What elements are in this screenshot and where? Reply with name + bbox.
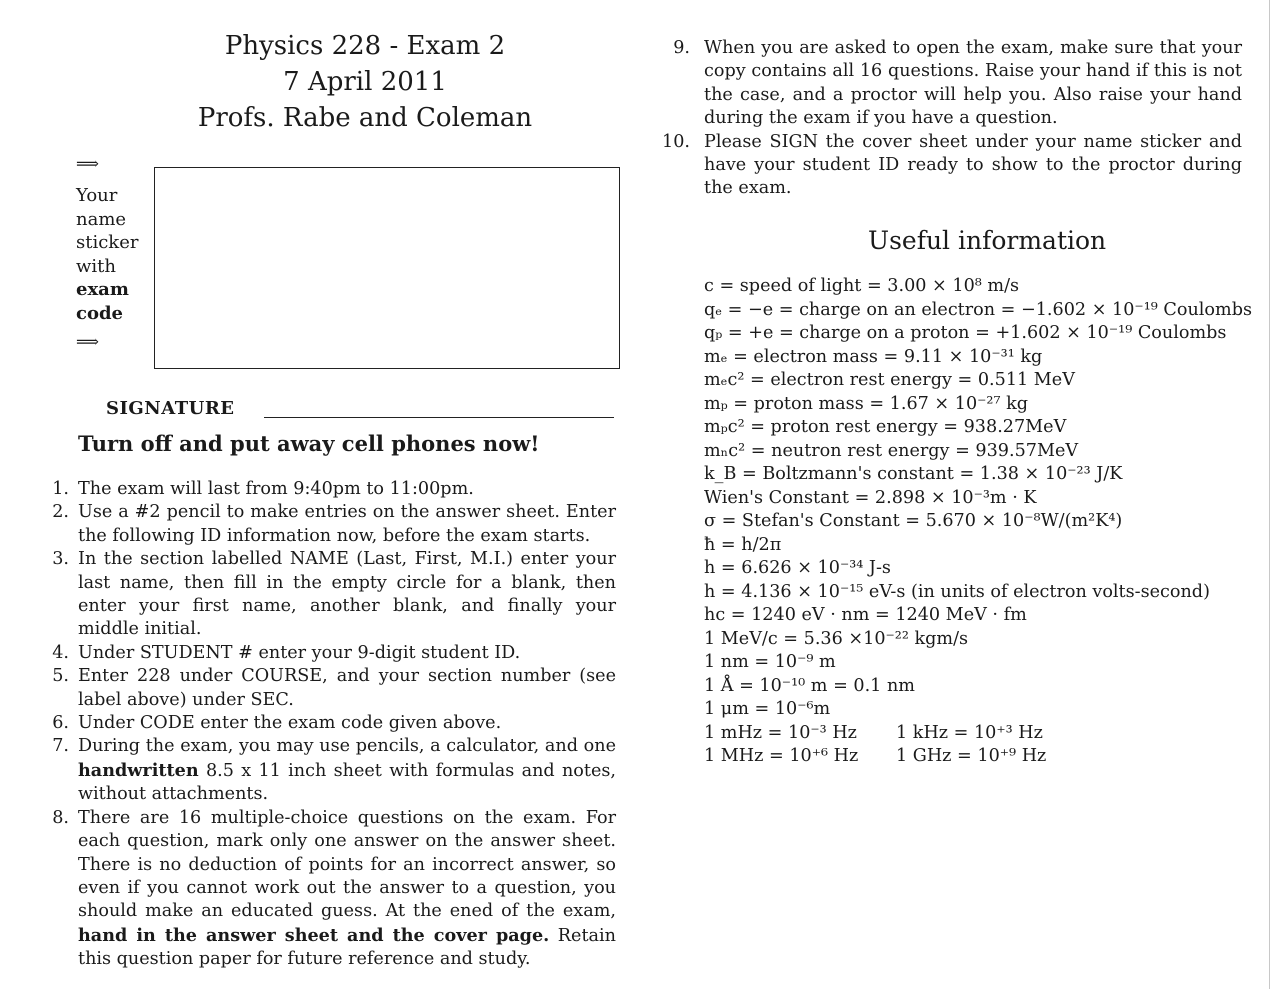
list-item <box>36 478 616 501</box>
list-item <box>36 735 616 806</box>
item-number: 5. <box>52 666 69 687</box>
item-text-bold: handwritten <box>78 759 199 781</box>
item-text: In the section labelled NAME (Last, First, M.I.) enter your last name, then fill in the empty circle for a blank, then enter your first name, another blank, and finally your middle initial. <box>78 549 616 640</box>
instructions-list <box>36 478 616 972</box>
item-text-part: There are 16 multiple-choice questions on the exam. For each question, mark only one answer on the answer sheet. There is no deduction of points for an incorrect answer, so even if you cannot work out the answer to a question, you should make an educated guess. At the ened of the exam, <box>78 807 616 922</box>
item-number: 8. <box>52 807 69 828</box>
unit-conversion: 1 mHz = 10⁻³ Hz <box>704 722 857 743</box>
item-number: 4. <box>52 642 69 663</box>
constant-line: k_B = Boltzmann's constant = 1.38 × 10⁻²³ J/K <box>704 464 1123 484</box>
list-item <box>36 665 616 712</box>
constant-line: hc = 1240 eV · nm = 1240 MeV · fm <box>704 605 1027 625</box>
exam-date: 7 April 2011 <box>283 67 447 97</box>
item-number: 6. <box>52 713 69 734</box>
constants-list <box>704 275 1264 769</box>
arrow-right-icon: ⟹ <box>76 332 97 351</box>
unit-conversion: 1 GHz = 10⁺⁹ Hz <box>896 746 1047 766</box>
list-item <box>36 807 616 972</box>
item-text: Under STUDENT # enter your 9-digit student ID. <box>78 642 521 663</box>
list-item <box>36 712 616 735</box>
sticker-label <box>76 184 148 325</box>
item-text-part: Retain this question paper for future reference and study. <box>78 925 616 970</box>
item-number: 2. <box>52 502 69 523</box>
item-number: 3. <box>52 549 69 570</box>
constant-line: 1 MeV/c = 5.36 ×10⁻²² kgm/s <box>704 628 969 649</box>
item-text-part: During the exam, you may use pencils, a calculator, and one <box>78 736 616 757</box>
name-sticker-box <box>154 167 620 369</box>
list-item <box>36 642 616 665</box>
constant-line: qₑ = −e = charge on an electron = −1.602 × 10⁻¹⁹ Coulombs <box>704 299 1252 320</box>
constant-line: qₚ = +e = charge on a proton = +1.602 × 10⁻¹⁹ Coulombs <box>704 323 1227 343</box>
constant-line: h = 4.136 × 10⁻¹⁵ eV-s (in units of electron volts-second) <box>704 581 1210 602</box>
item-text-part: 8.5 x 11 inch sheet with formulas and notes, without attachments. <box>78 760 616 805</box>
unit-pair-row <box>704 722 1264 746</box>
item-text-bold: hand in the answer sheet and the cover page. <box>78 924 550 946</box>
unit-pair-row <box>704 745 1264 769</box>
constant-line: mₑ = electron mass = 9.11 × 10⁻³¹ kg <box>704 346 1043 367</box>
item-text: Under CODE enter the exam code given above. <box>78 713 502 734</box>
item-text <box>78 735 616 806</box>
signature-label: SIGNATURE <box>106 398 235 419</box>
item-text: Enter 228 under COURSE, and your section number (see label above) under SEC. <box>78 666 616 710</box>
item-number: 7. <box>52 736 69 757</box>
constant-line: h = 6.626 × 10⁻³⁴ J-s <box>704 558 891 578</box>
sticker-label-line: Your <box>76 185 118 206</box>
constant-line: 1 μm = 10⁻⁶m <box>704 699 831 719</box>
item-text: Use a #2 pencil to make entries on the answer sheet. Enter the following ID information now, before the exam starts. <box>78 502 616 546</box>
item-text: Please SIGN the cover sheet under your name sticker and have your student ID ready to show to the proctor during the exam. <box>704 131 1242 199</box>
sticker-label-line: name <box>76 208 127 230</box>
instructions-list-continued <box>652 37 1242 201</box>
list-item <box>36 548 616 642</box>
signature-line <box>264 417 614 418</box>
sticker-label-line: sticker <box>76 232 139 253</box>
constant-line: 1 nm = 10⁻⁹ m <box>704 652 836 672</box>
constant-line: σ = Stefan's Constant = 5.670 × 10⁻⁸W/(m²K⁴) <box>704 511 1123 531</box>
list-item <box>36 501 616 548</box>
arrow-right-icon: ⟹ <box>76 154 97 173</box>
constant-line: 1 Å = 10⁻¹⁰ m = 0.1 nm <box>704 675 915 696</box>
page-edge-line <box>1269 0 1270 989</box>
constant-line: c = speed of light = 3.00 × 10⁸ m/s <box>704 276 1020 296</box>
unit-conversion: 1 kHz = 10⁺³ Hz <box>896 722 1043 743</box>
constant-line: Wien's Constant = 2.898 × 10⁻³m · K <box>704 487 1037 508</box>
constant-line: mₙc² = neutron rest energy = 939.57MeV <box>704 440 1079 461</box>
item-text <box>78 807 616 972</box>
sticker-label-line: exam <box>76 279 129 300</box>
list-item <box>652 131 1242 201</box>
constant-line: mₚ = proton mass = 1.67 × 10⁻²⁷ kg <box>704 393 1029 414</box>
item-text: When you are asked to open the exam, make sure that your copy contains all 16 questions. Raise your hand if this is not the case, and a proctor will help you. Also raise your hand during the exam if you have a question. <box>704 38 1242 129</box>
constant-line: mₑc² = electron rest energy = 0.511 MeV <box>704 370 1075 390</box>
constant-line: mₚc² = proton rest energy = 938.27MeV <box>704 417 1067 437</box>
exam-title: Physics 228 - Exam 2 <box>224 31 506 61</box>
cell-phone-notice: Turn off and put away cell phones now! <box>78 431 540 456</box>
useful-info-heading: Useful information <box>868 226 1107 255</box>
item-number: 1. <box>52 479 69 499</box>
exam-professors: Profs. Rabe and Coleman <box>197 103 533 133</box>
item-number: 9. <box>673 38 690 58</box>
list-item <box>652 37 1242 131</box>
unit-conversion: 1 MHz = 10⁺⁶ Hz <box>704 746 859 766</box>
item-text: The exam will last from 9:40pm to 11:00pm. <box>78 479 474 499</box>
sticker-label-line: code <box>76 302 124 324</box>
item-number: 10. <box>662 131 690 152</box>
constant-line: ħ = h/2π <box>704 534 782 555</box>
sticker-label-line: with <box>76 255 116 277</box>
